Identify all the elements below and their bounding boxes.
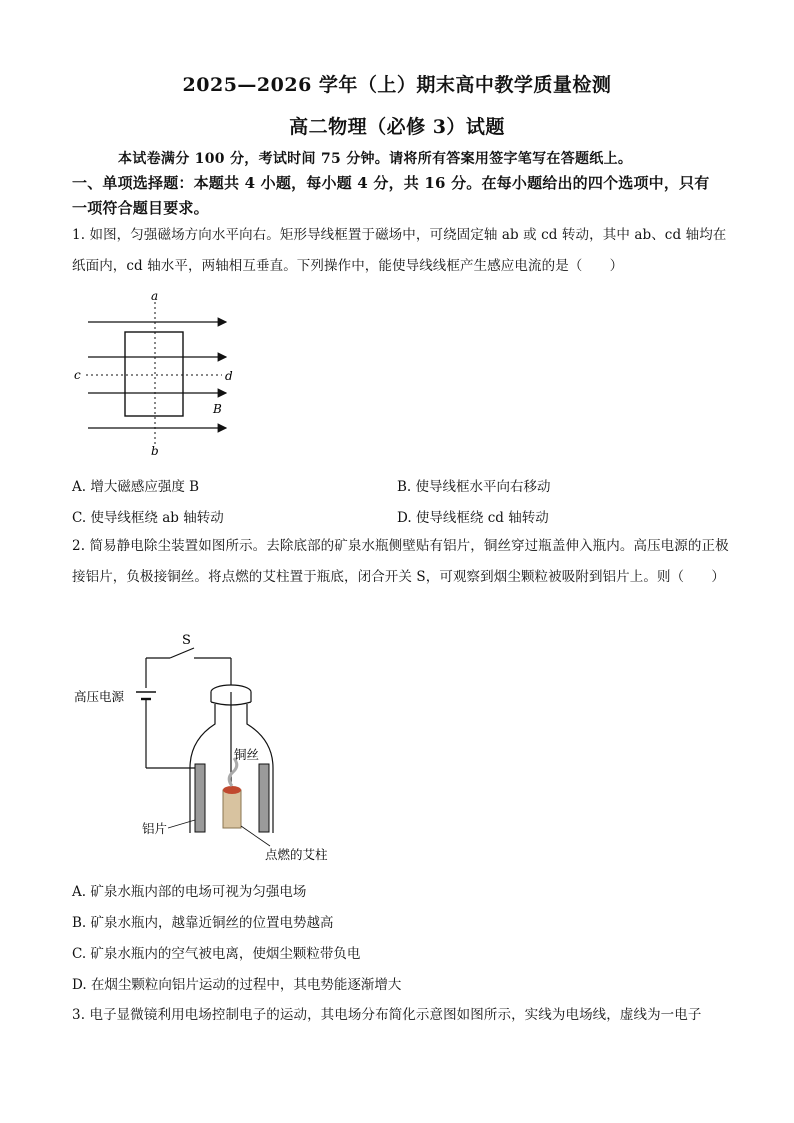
question-1-stem: 1. 如图，匀强磁场方向水平向右。矩形导线框置于磁场中，可绕固定轴 ab 或 cd 转动，其中 ab、cd 轴均在纸面内，cd 轴水平，两轴相互垂直。下列操作中，能使导线线框产生感应电流的是（ ） [72, 227, 727, 274]
exam-title: 2025—2026 学年（上）期末高中教学质量检测 [182, 74, 612, 96]
question-2-option-b[interactable]: B. 矿泉水瓶内，越靠近铜丝的位置电势越高 [72, 915, 334, 931]
exam-subtitle: 高二物理（必修 3）试题 [289, 116, 505, 138]
question-2-option-a[interactable]: A. 矿泉水瓶内部的电场可视为匀强电场 [72, 884, 307, 900]
question-2-option-c[interactable]: C. 矿泉水瓶内的空气被电离，使烟尘颗粒带负电 [72, 946, 361, 962]
label-aluminum: 铝片 [142, 821, 168, 836]
label-d: d [225, 369, 233, 383]
label-c: c [74, 368, 81, 382]
question-1-option-d[interactable]: D. 使导线框绕 cd 轴转动 [397, 510, 549, 526]
aluminum-plate-left [195, 764, 205, 832]
moxa-stick [223, 790, 241, 828]
exam-notice: 本试卷满分 100 分，考试时间 75 分钟。请将所有答案用签字笔写在答题纸上。 [118, 151, 633, 167]
question-1-option-c[interactable]: C. 使导线框绕 ab 轴转动 [72, 510, 224, 526]
wire-frame [125, 332, 183, 416]
smoke [229, 758, 237, 786]
label-B: B [213, 402, 222, 416]
question-1-option-b[interactable]: B. 使导线框水平向右移动 [397, 479, 551, 495]
label-power: 高压电源 [74, 689, 125, 704]
switch-blade [170, 648, 194, 658]
section-heading: 一、单项选择题：本题共 4 小题，每小题 4 分，共 16 分。在每小题给出的四个选项中，只有一项符合题目要求。 [72, 174, 710, 217]
label-a: a [151, 289, 159, 303]
aluminum-plate-right [259, 764, 269, 832]
question-2-stem: 2. 简易静电除尘装置如图所示。去除底部的矿泉水瓶侧壁贴有铝片，铜丝穿过瓶盖伸入瓶内。高压电源的正极接铝片，负极接铜丝。将点燃的艾柱置于瓶底，闭合开关 S，可观察到烟尘颗粒被吸附到铝片上。则（ ） [72, 538, 729, 585]
question-1-figure [70, 288, 250, 458]
label-moxa: 点燃的艾柱 [265, 847, 328, 862]
label-b: b [151, 444, 159, 458]
label-switch: S [182, 633, 191, 648]
question-2-option-d[interactable]: D. 在烟尘颗粒向铝片运动的过程中，其电势能逐渐增大 [72, 977, 402, 993]
moxa-ember [223, 786, 241, 794]
question-1-option-a[interactable]: A. 增大磁感应强度 B [72, 479, 200, 495]
question-2-figure [70, 628, 370, 868]
label-copper: 铜丝 [234, 747, 260, 762]
question-3-stem: 3. 电子显微镜利用电场控制电子的运动，其电场分布简化示意图如图所示，实线为电场线，虚线为一电子 [72, 1007, 702, 1023]
